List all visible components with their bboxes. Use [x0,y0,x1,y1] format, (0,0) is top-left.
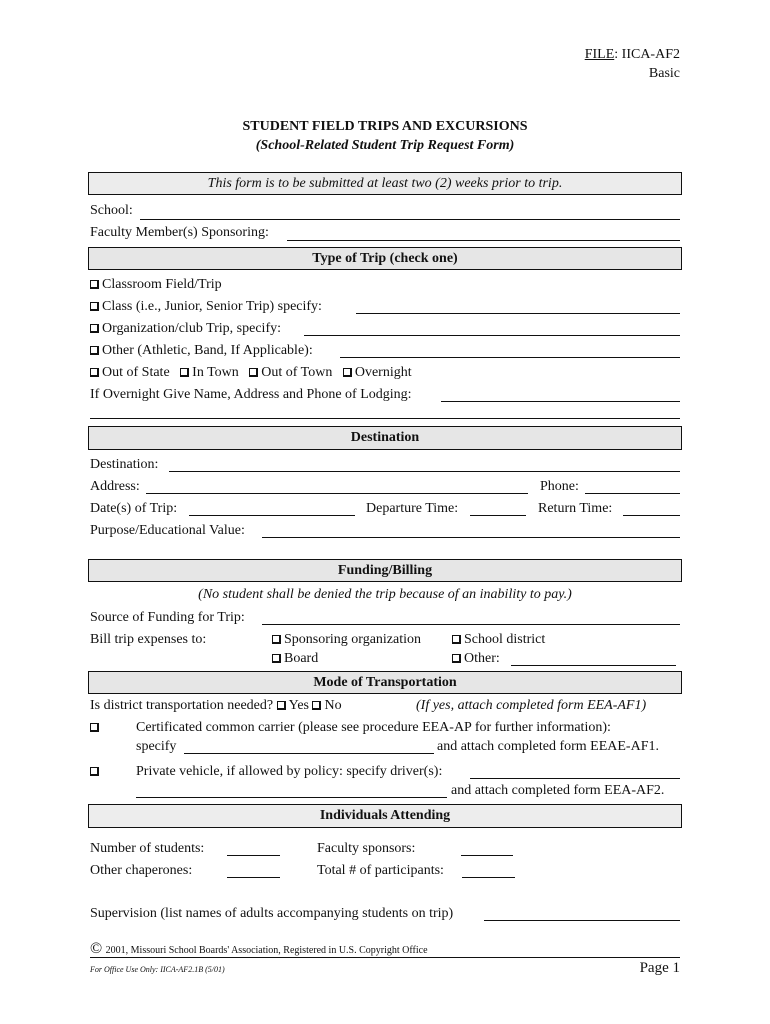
type-other-field[interactable] [340,357,680,358]
bill-other[interactable]: Other: [452,651,500,667]
departure-label: Departure Time: [366,501,459,516]
page-title: STUDENT FIELD TRIPS AND EXCURSIONS [242,119,528,134]
attend-header: Individuals Attending [88,804,682,828]
checkbox-icon [90,723,99,732]
type-class[interactable]: Class (i.e., Junior, Senior Trip) specify: [90,299,322,315]
total-label: Total # of participants: [317,863,444,878]
notice-bar: This form is to be submitted at least two (2) weeks prior to trip. [88,172,682,195]
lodging-field-2[interactable] [90,418,680,419]
checkbox-icon [90,324,99,333]
source-label: Source of Funding for Trip: [90,610,245,625]
lodging-label: If Overnight Give Name, Address and Phone of Lodging: [90,387,412,402]
carrier-attach: and attach completed form EEAE-AF1. [437,739,659,754]
purpose-field[interactable] [262,537,680,538]
dates-label: Date(s) of Trip: [90,501,178,516]
faculty-sponsors-label: Faculty sponsors: [317,841,416,856]
checkbox-icon [312,701,321,710]
checkbox-icon [452,654,461,663]
carrier-checkbox[interactable] [90,720,102,736]
checkbox-icon [272,654,281,663]
type-classroom[interactable]: Classroom Field/Trip [90,277,222,293]
checkbox-icon [90,767,99,776]
departure-field[interactable] [470,515,526,516]
type-org-field[interactable] [304,335,680,336]
private-field-1[interactable] [470,778,680,779]
bill-sponsoring[interactable]: Sponsoring organization [272,632,421,648]
purpose-label: Purpose/Educational Value: [90,523,245,538]
phone-label: Phone: [540,479,579,494]
students-field[interactable] [227,855,280,856]
faculty-sponsors-field[interactable] [461,855,513,856]
checkbox-icon [277,701,286,710]
checkbox-icon [272,635,281,644]
phone-field[interactable] [585,493,680,494]
chaperones-field[interactable] [227,877,280,878]
type-location-row [90,365,412,381]
private-attach: and attach completed form EEA-AF2. [451,783,665,798]
supervision-field[interactable] [484,920,680,921]
checkbox-icon [90,280,99,289]
bill-other-field[interactable] [511,665,676,666]
transport-needed: Is district transportation needed? Yes No [90,698,342,713]
file-value: : IICA-AF2 [614,47,680,62]
checkbox-icon [90,302,99,311]
type-in-town[interactable]: In Town [180,365,239,380]
carrier-label: Certificated common carrier (please see procedure EEA-AP for further information): [136,720,611,735]
checkbox-icon [180,368,189,377]
school-field[interactable] [140,219,680,220]
students-label: Number of students: [90,841,205,856]
type-header: Type of Trip (check one) [88,247,682,270]
bill-label: Bill trip expenses to: [90,632,207,647]
school-label: School: [90,203,133,218]
type-overnight[interactable]: Overnight [343,365,412,380]
destination-field[interactable] [169,471,680,472]
bill-board[interactable]: Board [272,651,318,667]
funding-note: (No student shall be denied the trip because of an inability to pay.) [198,587,572,602]
chaperones-label: Other chaperones: [90,863,193,878]
address-field[interactable] [146,493,528,494]
footer-rule [90,957,680,958]
dates-field[interactable] [189,515,355,516]
type-org[interactable]: Organization/club Trip, specify: [90,321,281,337]
transport-note: (If yes, attach completed form EEA-AF1) [416,698,647,713]
funding-header: Funding/Billing [88,559,682,582]
copyright-icon: © [90,940,103,957]
file-header [585,47,680,63]
checkbox-icon [90,368,99,377]
file-label: FILE [584,47,615,62]
checkbox-icon [452,635,461,644]
office-use: For Office Use Only: IICA-AF2.1B (5/01) [90,965,225,974]
faculty-field[interactable] [287,240,680,241]
checkbox-icon [90,346,99,355]
private-label: Private vehicle, if allowed by policy: specify driver(s): [136,764,443,779]
type-out-of-state[interactable]: Out of State [90,365,170,380]
lodging-field-1[interactable] [441,401,680,402]
return-field[interactable] [623,515,680,516]
private-field-2[interactable] [136,797,447,798]
file-sub: Basic [648,66,680,81]
type-class-field[interactable] [356,313,680,314]
source-field[interactable] [262,624,680,625]
total-field[interactable] [462,877,515,878]
address-label: Address: [90,479,140,494]
type-out-of-town[interactable]: Out of Town [249,365,332,380]
type-other[interactable]: Other (Athletic, Band, If Applicable): [90,343,313,359]
bill-district[interactable]: School district [452,632,545,648]
checkbox-icon [343,368,352,377]
destination-label: Destination: [90,457,159,472]
page-subtitle: (School-Related Student Trip Request Form) [255,138,515,153]
faculty-label: Faculty Member(s) Sponsoring: [90,225,269,240]
return-label: Return Time: [538,501,613,516]
carrier-specify-label: specify [136,739,177,754]
copyright: © 2001, Missouri School Boards' Association, Registered in U.S. Copyright Office [90,940,428,957]
carrier-specify-field[interactable] [184,753,434,754]
supervision-label: Supervision (list names of adults accompanying students on trip) [90,906,454,921]
destination-header: Destination [88,426,682,450]
transport-yes[interactable]: Yes [277,698,309,713]
private-checkbox[interactable] [90,764,102,780]
transport-no[interactable]: No [312,698,341,713]
checkbox-icon [249,368,258,377]
page-number: Page 1 [639,960,680,976]
transport-header: Mode of Transportation [88,671,682,694]
